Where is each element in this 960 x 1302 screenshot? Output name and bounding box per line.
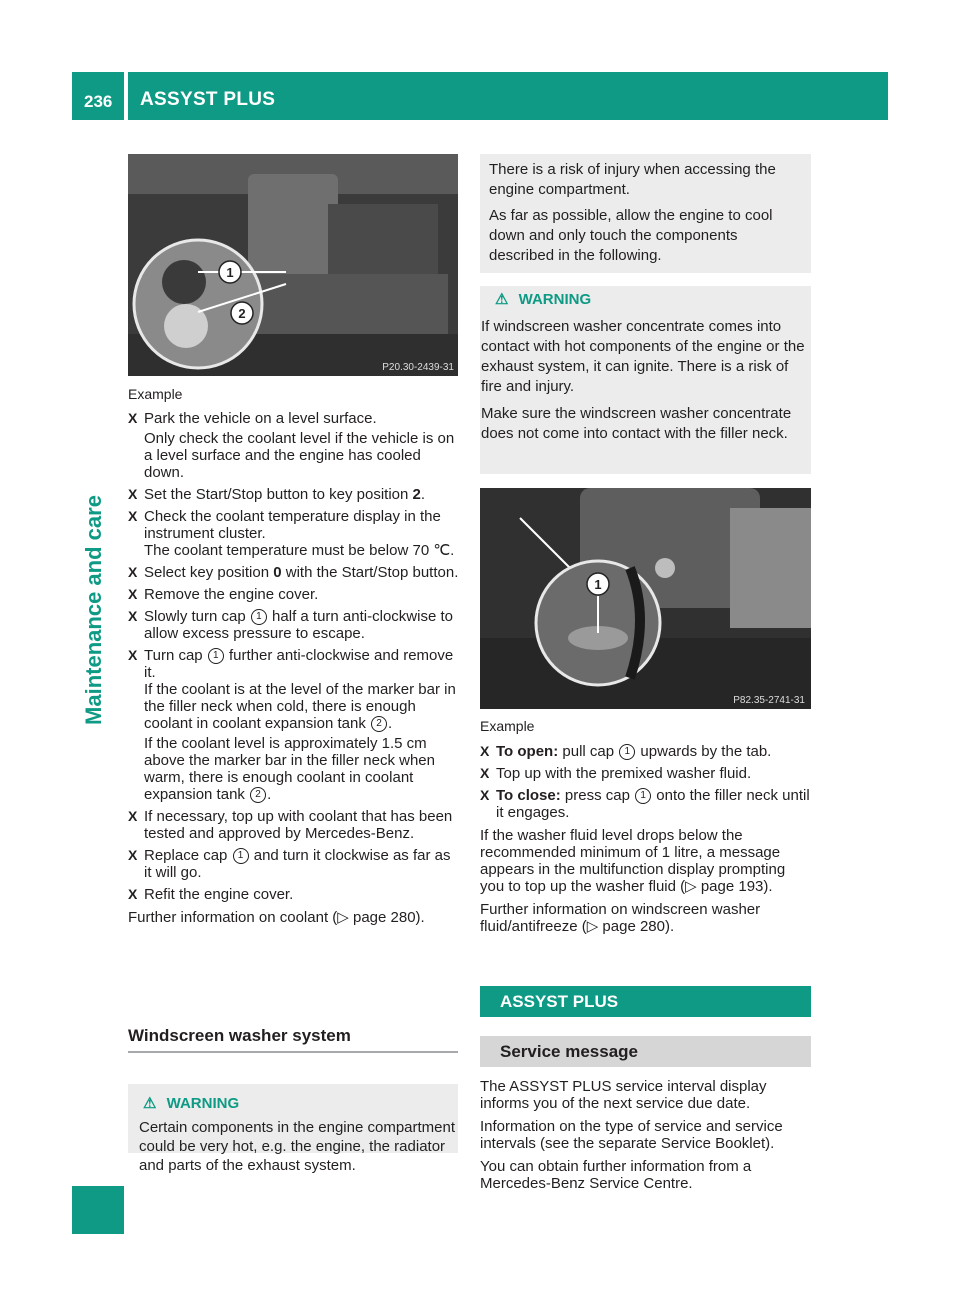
assyst-title: ASSYST PLUS [500,992,619,1011]
photo-caption: Example [128,386,183,402]
warning-advice: Make sure the windscreen washer concentrate does not come into contact with the filler neck. [481,405,792,442]
callout-number: 1 [233,848,249,864]
photo-caption: Example [480,718,535,734]
cool-down-text: As far as possible, allow the engine to cool down and only touch the components described in the following. [489,207,773,264]
step-item: X Slowly turn cap 1 half a turn anti-clockwise to allow excess pressure to escape. [128,608,453,643]
warning-text: Certain components in the engine compartment could be very hot, e.g. the engine, the radiator and parts of the exhaust system. [139,1119,456,1174]
svg-text:1: 1 [594,577,602,592]
step-item: X Select key position 0 with the Start/Stop button. [128,564,459,581]
warning-box-washer-concentrate [480,286,811,474]
step-item: X Replace cap 1 and turn it clockwise as far as it will go. [128,847,451,882]
svg-text:1: 1 [226,265,234,280]
step-item: X Set the Start/Stop button to key position 2. [128,486,426,503]
section-header [128,72,888,120]
arrow-icon: X [128,410,138,426]
washer-cap-photo [480,488,811,709]
callout-number: 2 [250,787,266,803]
engine-coolant-photo [128,154,458,376]
service-title: Service message [500,1042,638,1061]
warning-icon: ⚠ [495,291,509,308]
step-item: X To open: pull cap 1 upwards by the tab. [480,743,772,760]
photo-code: P82.35-2741-31 [733,695,805,706]
page-number-box [72,72,124,120]
washer-level-text: If the washer fluid level drops below the recommended minimum of 1 litre, a message appears in the multifunction display prompting you to top up the washer fluid (▷ page 193). [480,827,786,896]
step-item: X To close: press cap 1 onto the filler neck until it engages. [480,787,810,822]
warning-icon: ⚠ [143,1095,157,1112]
arrow-icon: X [128,608,138,624]
photo-code: P20.30-2439-31 [382,362,454,373]
step-item: X Refit the engine cover. [128,886,294,904]
callout-number: 1 [251,609,267,625]
step-item: X Remove the engine cover. [128,586,319,603]
risk-text: There is a risk of injury when accessing the engine compartment. [489,161,776,198]
warning-box-hot-components [128,1084,458,1174]
arrow-icon: X [480,743,490,759]
service-text-1: The ASSYST PLUS service interval display informs you of the next service due date. [480,1078,767,1112]
callout-number: 1 [635,788,651,804]
arrow-icon: X [128,586,138,602]
warning-label: WARNING [518,291,592,308]
risk-info-box [480,154,811,273]
further-info-coolant: Further information on coolant (▷ page 280). [128,909,425,927]
callout-number: 2 [371,716,387,732]
warning-text: If windscreen washer concentrate comes into contact with hot components of the engine or the exhaust system, it can ignite. There is a risk of fire and injury. [481,318,805,395]
callout-number: 1 [619,744,635,760]
step-item: X Check the coolant temperature display in the instrument cluster. The coolant temperature must be below 70 ℃. [128,508,455,559]
arrow-icon: X [128,508,138,524]
warning-label: WARNING [166,1095,240,1112]
side-tab-marker [72,1186,124,1234]
washer-heading: Windscreen washer system [128,1026,351,1045]
callout-number: 1 [208,648,224,664]
arrow-icon: X [128,808,138,825]
service-text-2: Information on the type of service and service intervals (see the separate Service Booklet). [480,1118,783,1152]
section-title: ASSYST PLUS [140,89,276,110]
side-tab [64,440,124,780]
arrow-icon: X [128,886,138,903]
further-info-washer: Further information on windscreen washer fluid/antifreeze (▷ page 280). [480,901,761,936]
arrow-icon: X [128,647,138,664]
side-tab-label: Maintenance and care [81,495,106,725]
step-note: If the coolant level is approximately 1.5 cm above the marker bar in the filler neck when warm, there is enough coolant in coolant expansion tank 2 . [144,735,435,804]
arrow-icon: X [480,765,490,782]
page-number: 236 [84,92,113,111]
svg-text:2: 2 [238,306,246,321]
arrow-icon: X [128,486,138,502]
step-note: Only check the coolant level if the vehicle is on a level surface and the engine has cooled down. [144,430,455,481]
arrow-icon: X [128,847,138,864]
step-item: X If necessary, top up with coolant that has been tested and approved by Mercedes-Benz. [128,808,453,843]
assyst-section-bar [480,986,811,1017]
service-message-bar [480,1036,811,1067]
arrow-icon: X [128,564,138,580]
step-item: X Top up with the premixed washer fluid. [480,765,752,783]
step-item: X Park the vehicle on a level surface. [128,410,377,427]
step-item: X Turn cap 1 further anti-clockwise and remove it. If the coolant is at the level of the marker bar in the filler neck when cold, there is enough coolant in coolant expansion tank 2 . [128,647,456,733]
heading-rule [128,1051,458,1053]
service-text-3: You can obtain further information from a Mercedes-Benz Service Centre. [480,1158,752,1192]
arrow-icon: X [480,787,490,804]
